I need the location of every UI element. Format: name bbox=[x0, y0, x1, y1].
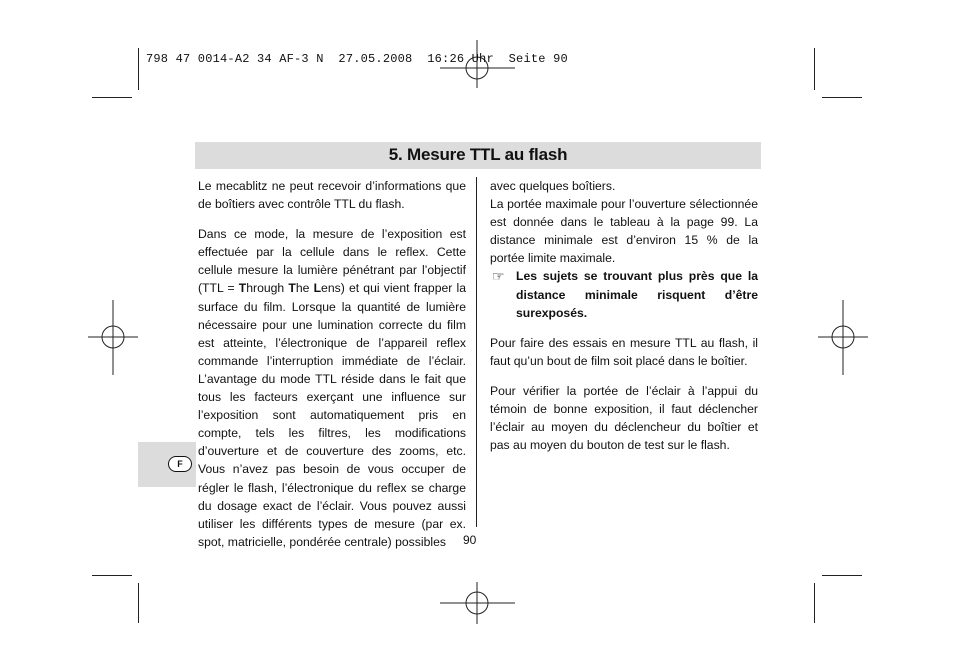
registration-mark-right-icon bbox=[818, 300, 868, 375]
crop-mark-top-right-horizontal bbox=[822, 97, 862, 98]
registration-mark-left-icon bbox=[88, 300, 138, 375]
crop-mark-top-left-horizontal bbox=[92, 97, 132, 98]
warning-note-text: Les sujets se trouvant plus près que la distance minimale risquent d’être surexposés. bbox=[516, 269, 758, 320]
left-text-column bbox=[198, 177, 466, 551]
paragraph: La portée maximale pour l’ouverture sélectionnée est donnée dans le tableau à la page 99. La distance minimale est d’environ 15 % de la portée limite maximale. bbox=[490, 197, 758, 266]
crop-mark-top-right-vertical bbox=[814, 48, 815, 90]
paragraph: Le mecablitz ne peut recevoir d’informations que de boîtiers avec contrôle TTL du flash. bbox=[198, 179, 466, 212]
crop-mark-top-left-vertical bbox=[138, 48, 139, 90]
page-number: 90 bbox=[463, 533, 477, 547]
paragraph: Pour faire des essais en mesure TTL au flash, il faut qu’un bout de film soit placé dans le boîtier. bbox=[490, 335, 758, 368]
crop-mark-bottom-right-vertical bbox=[814, 583, 815, 623]
column-divider bbox=[476, 177, 477, 527]
crop-mark-bottom-left-horizontal bbox=[92, 575, 132, 576]
paragraph: avec quelques boîtiers. bbox=[490, 179, 616, 193]
right-text-column bbox=[490, 177, 758, 454]
warning-note bbox=[490, 267, 758, 321]
paragraph: Pour vérifier la portée de l’éclair à l’appui du témoin de bonne exposition, il faut déclencher l’éclair au moyen du déclencheur du boîtier et pas au moyen du bouton de test sur le flash. bbox=[490, 383, 758, 453]
pointing-hand-icon: ☞ bbox=[492, 268, 505, 285]
crop-mark-bottom-right-horizontal bbox=[822, 575, 862, 576]
registration-mark-bottom-icon bbox=[440, 582, 515, 632]
language-tab bbox=[138, 442, 196, 487]
crop-mark-bottom-left-vertical bbox=[138, 583, 139, 623]
section-title-bar bbox=[195, 142, 761, 169]
paragraph-ttl-explanation: Dans ce mode, la mesure de l’exposition est effectuée par la cellule dans le reflex. Cette cellule mesure la lumière pénétrant par l’objectif (TTL = Through The Lens) et qui vient frapper la surface du film. Lorsque la quantité de lumière nécessaire pour une lumination correcte du film est atteinte, l’électronique de l’appareil reflex commande l’interruption immédiate de l’éclair. L’avantage du mode TTL réside dans le fait que tous les facteurs exerçant une influence sur l’exposition sont automatiquement pris en compte, tels les filtres, les modifications d’ouverture et de couverture des zooms, etc. Vous n’avez pas besoin de vous occuper de régler le flash, l’électronique du reflex se charge du dosage exact de l’éclair. Vous pouvez aussi utiliser les différents types de mesure (par ex. spot, matricielle, pondérée centrale) possibles bbox=[198, 227, 466, 549]
print-slug-line: 798 47 0014-A2 34 AF-3 N 27.05.2008 16:26 Uhr Seite 90 bbox=[146, 52, 568, 66]
section-title: 5. Mesure TTL au flash bbox=[388, 145, 568, 164]
language-badge: F bbox=[168, 456, 192, 472]
